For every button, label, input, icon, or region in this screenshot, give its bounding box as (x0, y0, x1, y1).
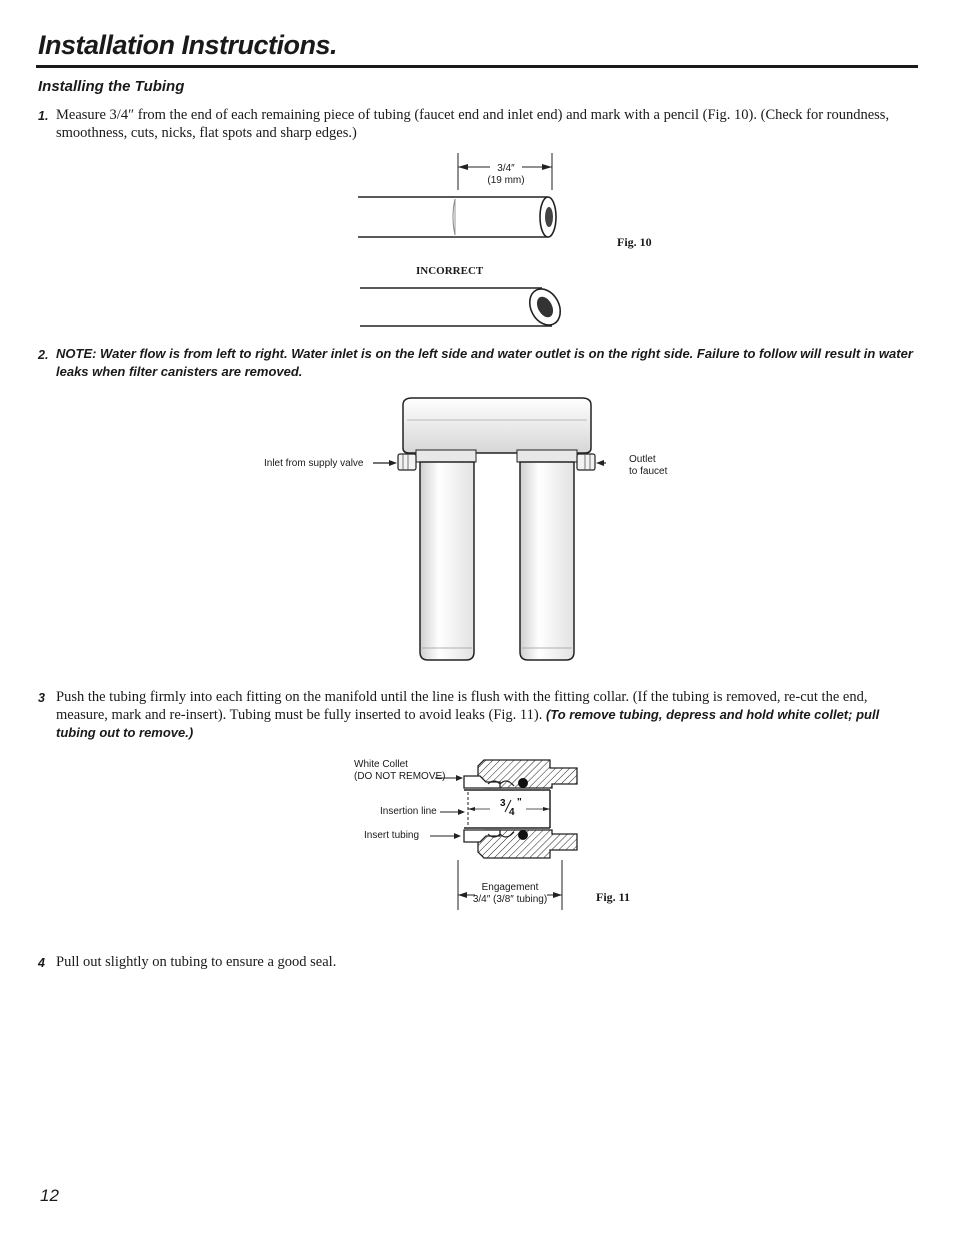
fig10-dimension-inches: 3/4″ (497, 163, 515, 174)
step-3 (0, 688, 954, 748)
fig10-tubing-diagram (350, 150, 580, 330)
fig10-incorrect-label: INCORRECT (416, 265, 484, 277)
fig11-caption: Fig. 11 (596, 890, 631, 904)
step-2-text: NOTE: Water flow is from left to right. Water inlet is on the left side and water outlet is on the right side. Failure to follow will result in water leaks when filter canisters are removed. (56, 346, 913, 379)
step-3-body: Push the tubing firmly into each fitting on the manifold until the line is flush with the fitting collar. (If the tubing is removed, re-cut the end, measure, mark and re-insert). Tubing must be fully inserted to avoid leaks (Fig. 11). (56, 689, 868, 723)
filter-system-diagram (370, 390, 610, 670)
fig10-dimension-mm: (19 mm) (487, 175, 525, 186)
step-3-text (56, 688, 918, 742)
engagement-line2: 3/4″ (3/8″ tubing) (472, 894, 548, 905)
outlet-label (629, 454, 667, 478)
inlet-label: Inlet from supply valve (264, 458, 364, 469)
engagement-line1: Engagement (481, 882, 539, 893)
step-2 (0, 345, 954, 385)
step-4 (0, 953, 954, 973)
fig11-fraction-mark: " (517, 797, 522, 808)
outlet-label-line1: Outlet (629, 454, 656, 465)
step-4-text: Pull out slightly on tubing to ensure a good seal. (56, 954, 337, 970)
step-1-number: 1. (38, 109, 49, 123)
white-collet-line1: White Collet (354, 759, 408, 770)
title-rule (36, 65, 918, 68)
engagement-label (460, 882, 560, 906)
insertion-line-label: Insertion line (380, 806, 437, 817)
step-1 (0, 106, 954, 146)
fig11-fraction-denominator: 4 (509, 807, 515, 818)
page-title: Installation Instructions. (38, 30, 338, 60)
step-1-text: Measure 3/4″ from the end of each remaining piece of tubing (faucet end and inlet end) and mark with a pencil (Fig. 10). (Check for roundness, smoothness, cuts, nicks, flat spots and sharp edges.) (56, 107, 890, 141)
step-2-number: 2. (38, 348, 49, 362)
insert-tubing-label: Insert tubing (364, 830, 420, 841)
white-collet-label (354, 759, 445, 783)
fig10-caption: Fig. 10 (617, 235, 652, 249)
fig10-dimension-label (470, 163, 542, 187)
step-4-number: 4 (38, 956, 45, 970)
step-3-removal-note: (To remove tubing, depress and hold white collet; pull tubing out to remove.) (56, 707, 880, 740)
step-3-number: 3 (38, 691, 45, 705)
page-number: 12 (40, 1186, 59, 1205)
white-collet-line2: (DO NOT REMOVE) (354, 771, 446, 782)
outlet-label-line2: to faucet (629, 466, 668, 477)
fig11-fraction-numerator: 3 (500, 798, 506, 809)
section-heading: Installing the Tubing (38, 78, 185, 95)
